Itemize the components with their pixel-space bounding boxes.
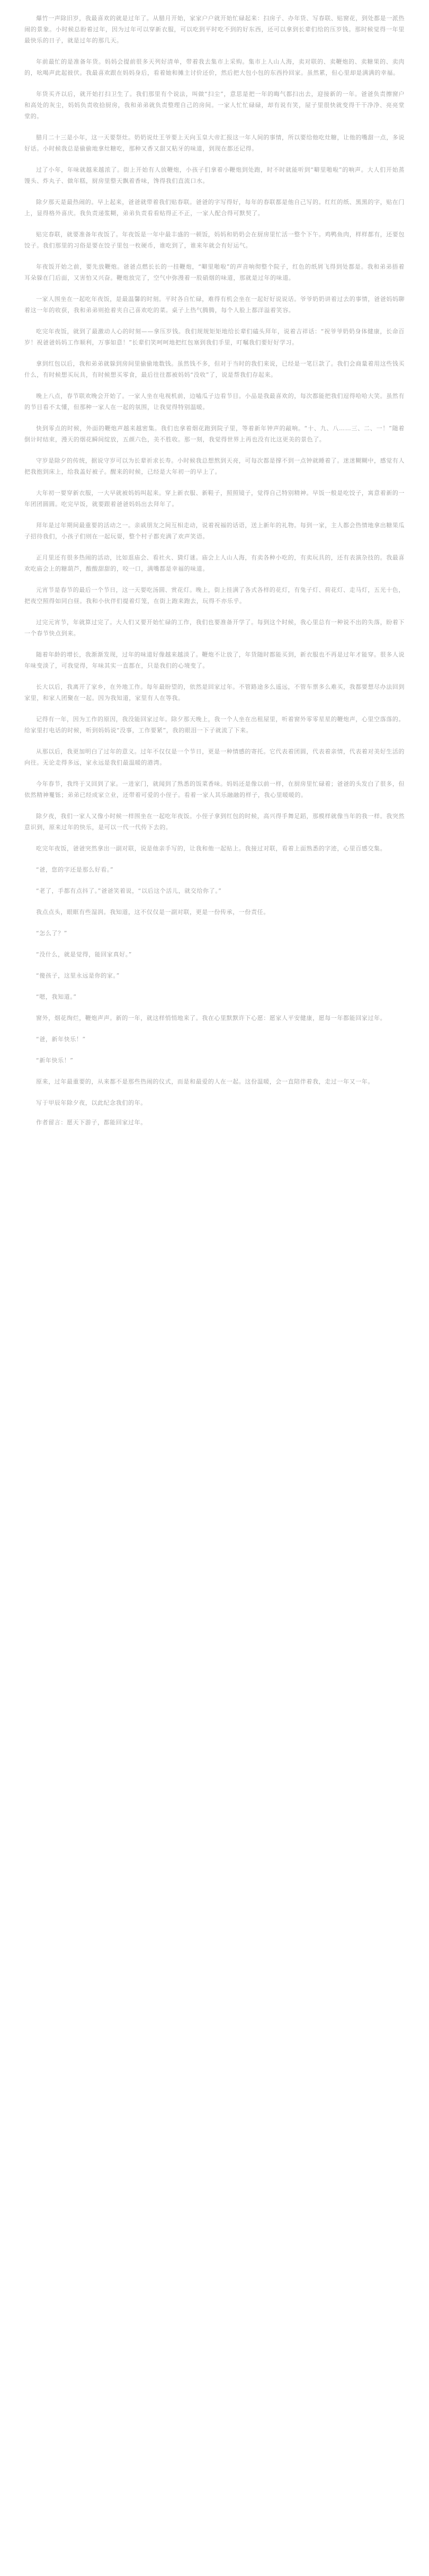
paragraph: 吃完年夜饭，爸爸突然拿出一副对联，说是他亲手写的，让我和他一起贴上。我接过对联，看着上面熟悉的字迹，心里百感交集。 [36,845,387,852]
paragraph: 拿到红包以后，我和弟弟就躲到房间里偷偷地数钱。虽然钱不多，但对于当时的我们来说，已经是一笔巨款了。我们会商量着用这些钱买什么，有时候想买玩具，有时候想买零食，最后往往都被妈妈“没收”了，说是帮我们存起来。 [24,360,405,378]
paragraph: 年前最忙的是准备年货。妈妈会提前很多天列好清单，带着我去集市上采购。集市上人山人海，卖对联的、卖鞭炮的、卖糖果的、卖肉的，吆喝声此起彼伏。我最喜欢跟在妈妈身后，看着她和摊主讨价还价，然后把大包小包的东西拎回家。虽然累，但心里却是满满的幸福。 [24,58,405,76]
paragraph: 守岁是除夕的传统，据说守岁可以为长辈祈求长寿。小时候我总想熬到天亮，可每次都是撑不到一点钟就睡着了。迷迷糊糊中，感觉有人把我抱到床上，给我盖好被子。醒来的时候，已经是大年初一的早上了。 [24,457,405,475]
paragraph: 元宵节是春节的最后一个节日，这一天要吃汤圆、赏花灯。晚上，街上挂满了各式各样的花灯，有兔子灯、荷花灯、走马灯，五光十色，把夜空照得如同白昼。我和小伙伴们提着灯笼，在街上跑来跑去，玩得不亦乐乎。 [24,587,405,605]
paragraph: “爸，新年快乐！” [36,1036,86,1043]
paragraph: 记得有一年，因为工作的原因，我没能回家过年。除夕那天晚上，我一个人坐在出租屋里，听着窗外零零星星的鞭炮声，心里空落落的。给家里打电话的时候，听到妈妈说“没事，工作要紧”，我的眼泪一下子就流了下来。 [24,716,405,734]
paragraph: “没什么，就是觉得，能回家真好。” [36,951,132,958]
paragraph: 吃完年夜饭，就到了最激动人心的时刻——拿压岁钱。我们规规矩矩地给长辈们磕头拜年，说着吉祥话：“祝爷爷奶奶身体健康，长命百岁！祝爸爸妈妈工作顺利，万事如意！”长辈们笑呵呵地把红包塞到我们手里，叮嘱我们要好好学习。 [24,328,405,346]
paragraph: 从那以后，我更加明白了过年的意义。过年不仅仅是一个节日，更是一种情感的寄托。它代表着团圆，代表着亲情，代表着对美好生活的向往。无论走得多远，家永远是我们最温暖的港湾。 [24,748,405,766]
paragraph: 年货买齐以后，就开始打扫卫生了。我们那里有个说法，叫做“扫尘”，意思是把一年的晦气都扫出去，迎接新的一年。爸爸负责擦窗户和高处的灰尘，妈妈负责收拾厨房，我和弟弟就负责整理自己的房间。一家人忙忙碌碌，却有说有笑，屋子里很快就变得干干净净、亮亮堂堂的。 [24,91,405,120]
paragraph: 随着年龄的增长，我渐渐发现，过年的味道好像越来越淡了。鞭炮不让放了，年货随时都能买到，新衣服也不再是过年才能穿。很多人说年味变淡了，可我觉得，年味其实一直都在，只是我们的心境变了。 [24,651,405,669]
paragraph: 长大以后，我离开了家乡，在外地工作。每年最盼望的，依然是回家过年。不管路途多么遥远，不管车票多么难买，我都要想尽办法回到家里，和家人团聚在一起。因为我知道，家里有人在等我。 [24,683,405,701]
paragraph: “怎么了？” [36,930,67,937]
paragraph: “嗯，我知道。” [36,993,77,1000]
paragraph: 窗外，烟花绚烂，鞭炮声声。新的一年，就这样悄悄地来了。我在心里默默许下心愿：愿家人平安健康，愿每一年都能回家过年。 [36,1015,387,1021]
sign-off: 写于甲辰年除夕夜，以此纪念我们的年。 [36,1099,147,1106]
paragraph: 正月里还有很多热闹的活动，比如逛庙会、看社火、猜灯谜。庙会上人山人海，有卖各种小吃的，有卖玩具的，还有表演杂技的。我最喜欢吃庙会上的糖葫芦，酸酸甜甜的，咬一口，满嘴都是幸福的味道。 [24,554,405,572]
paragraph: 原来，过年最重要的，从来都不是那些热闹的仪式，而是和最爱的人在一起。这份温暖，会一直陪伴着我，走过一年又一年。 [36,1078,374,1085]
paragraph: 过完元宵节，年就算过完了。大人们又要开始忙碌的工作，我们也要准备开学了。每到这个时候，我心里总有一种说不出的失落，盼着下一个春节快点到来。 [24,619,405,637]
paragraph: 贴完春联，就要准备年夜饭了。年夜饭是一年中最丰盛的一顿饭，妈妈和奶奶会在厨房里忙活一整个下午。鸡鸭鱼肉，样样都有，还要包饺子。我们那里的习俗是要在饺子里包一枚硬币，谁吃到了，谁来年就会有好运气。 [24,231,405,249]
paragraph: 我点点头，眼眶有些湿润。我知道，这不仅仅是一副对联，更是一份传承，一份责任。 [36,909,270,916]
paragraph: “老了，手都有点抖了。”爸爸笑着说，“以后这个活儿，就交给你了。” [36,887,222,894]
paragraph: “傻孩子，这里永远是你的家。” [36,972,120,979]
paragraph: 快到零点的时候，外面的鞭炮声越来越密集。我们也拿着烟花跑到院子里，等着新年钟声的敲响。“十、九、八……三、二、一！”随着倒计时结束，漫天的烟花瞬间绽放，五颜六色，美不胜收。那一刻，我觉得世界上再也没有比这更美的景色了。 [24,425,405,443]
paragraph: 除夕夜，我们一家人又像小时候一样围坐在一起吃年夜饭。小侄子拿到红包的时候，高兴得手舞足蹈，那模样就像当年的我一样。我突然意识到，原来过年的快乐，是可以一代一代传下去的。 [24,813,405,831]
paragraph: 晚上八点，春节联欢晚会开始了。一家人坐在电视机前，边嗑瓜子边看节目。小品是我最喜欢的，每次都能把我们逗得哈哈大笑。虽然有的节目看不太懂，但那种一家人在一起的氛围，让我觉得特别温暖。 [24,393,405,411]
paragraph: 爆竹一声除旧岁，我最喜欢的就是过年了。从腊月开始，家家户户就开始忙碌起来：扫房子、办年货、写春联、贴窗花，到处都是一派热闹的景象。小时候总盼着过年，因为过年可以穿新衣服，可以吃到平时吃不到的好东西，还可以拿到长辈们给的压岁钱。那时候觉得一年里最快乐的日子，就是过年的那几天。 [24,15,405,44]
paragraph: 除夕那天是最热闹的。早上起来，爸爸就带着我们贴春联。爸爸的字写得好，每年的春联都是他自己写的。红红的纸、黑黑的字，贴在门上，显得格外喜庆。我负责递浆糊，弟弟负责看看贴得正不正，一家人配合得可默契了。 [24,199,405,217]
paragraph: 一家人围坐在一起吃年夜饭，是最温馨的时刻。平时各自忙碌，难得有机会坐在一起好好说说话。爷爷奶奶讲着过去的事情，爸爸妈妈聊着这一年的收获，我和弟弟则抢着夹自己喜欢吃的菜。桌子上热气腾腾，每个人脸上都洋溢着笑容。 [24,296,405,314]
article-body [24,13,405,1087]
paragraph: 今年春节，我终于又回到了家。一进家门，就闻到了熟悉的饭菜香味。妈妈还是像以前一样，在厨房里忙碌着；爸爸的头发白了很多，但依然精神矍铄；弟弟已经成家立业，还带着可爱的小侄子。看着一家人其乐融融的样子，我心里暖暖的。 [24,780,405,798]
author-note: 作者留言：愿天下游子，都能回家过年。 [36,1119,147,1126]
paragraph: “新年快乐！” [36,1057,74,1064]
paragraph: 年夜饭开始之前，要先放鞭炮。爸爸点燃长长的一挂鞭炮，“噼里啪啦”的声音响彻整个院子，红色的纸屑飞得到处都是。我和弟弟捂着耳朵躲在门后面，又害怕又兴奋。鞭炮放完了，空气中弥漫着一股硝烟的味道，那就是过年的味道。 [24,263,405,281]
paragraph: “爸，您的字还是那么好看。” [36,866,114,873]
paragraph: 过了小年，年味就越来越浓了。街上开始有人放鞭炮，小孩子们拿着小鞭炮到处跑，时不时就能听到“噼里啪啦”的响声。大人们开始蒸馒头、炸丸子、做年糕，厨房里整天飘着香味，馋得我们直流口水。 [24,166,405,184]
paragraph: 大年初一要穿新衣服，一大早就被妈妈叫起来。穿上新衣服、新鞋子，照照镜子，觉得自己特别精神。早饭一般是吃饺子，寓意着新的一年团团圆圆。吃完早饭，就要跟着爸爸妈妈出去拜年了。 [24,490,405,508]
paragraph: 拜年是过年期间最重要的活动之一。亲戚朋友之间互相走动，说着祝福的话语，送上新年的礼物。每到一家，主人都会热情地拿出糖果瓜子招待我们，小孩子们则在一起玩耍，整个村子都充满了欢声笑语。 [24,522,405,540]
paragraph: 腊月二十三是小年，这一天要祭灶。奶奶说灶王爷要上天向玉皇大帝汇报这一年人间的事情，所以要给他吃灶糖，让他的嘴甜一点，多说好话。小时候我总是偷偷地拿灶糖吃，那种又香又甜又粘牙的味道，到现在都还记得。 [24,134,405,152]
